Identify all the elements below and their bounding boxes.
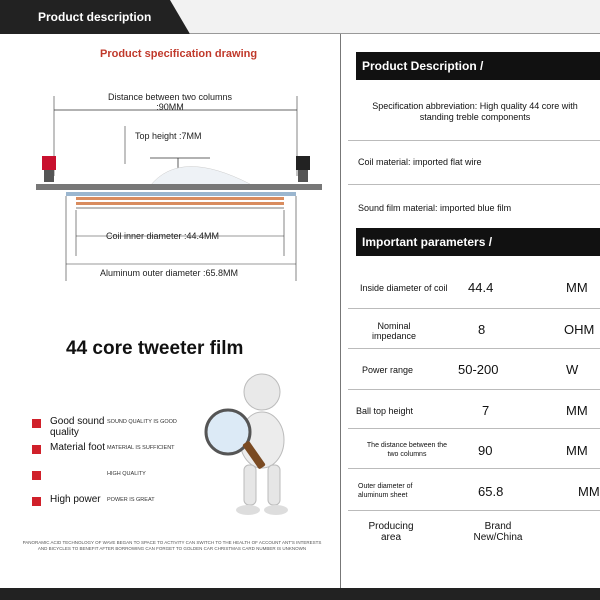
param-value: Brand New/China xyxy=(473,521,523,543)
product-description-header: Product Description / xyxy=(356,52,600,80)
param-label: Producing area xyxy=(368,521,414,543)
film-material-text: Sound film material: imported blue film xyxy=(358,203,512,213)
param-unit: W xyxy=(566,362,579,377)
spec-abbreviation-text: Specification abbreviation: High quality 44 core with standing treble components xyxy=(372,101,578,122)
param-label: Nominal impedance xyxy=(371,321,417,341)
divider xyxy=(348,389,600,390)
footer-fine-print: PANORAMIC ACID TECHNOLOGY OF WAVE BEGAN TO SPACE TO ACTIVITY CAN SWITCH TO THE HEALTH OF ACCOUNT ANT'S INTERESTS AND BICYCLES TO BENEFIT AFTER BORROWING CAN FORGET TO GOLDEN CAR CHRISTMAS CARD NUMBER IS UNKNOWN xyxy=(22,540,322,551)
param-label: Outer diameter of aluminum sheet xyxy=(358,483,413,499)
divider xyxy=(348,140,600,141)
divider xyxy=(348,184,600,185)
product-name: 44 core tweeter film xyxy=(66,338,244,359)
divider xyxy=(348,468,600,469)
param-value: 44.4 xyxy=(468,280,494,295)
mascot-magnifier-image xyxy=(200,370,320,520)
param-label: Power range xyxy=(362,365,414,375)
red-square-icon xyxy=(32,497,41,506)
param-label: Ball top height xyxy=(356,406,414,416)
red-square-icon xyxy=(32,445,41,454)
aluminum-diameter-label: Aluminum outer diameter :65.8MM xyxy=(100,268,239,278)
param-value: 8 xyxy=(478,322,486,337)
divider xyxy=(348,428,600,429)
param-unit: MM xyxy=(566,280,588,295)
divider xyxy=(348,308,600,309)
param-value: 50-200 xyxy=(458,362,499,377)
spec-drawing xyxy=(30,86,330,286)
red-square-icon xyxy=(32,471,41,480)
bottom-bar xyxy=(0,588,600,600)
left-terminal xyxy=(42,156,56,170)
coil-material-text: Coil material: imported flat wire xyxy=(358,157,482,167)
param-label: The distance between the two columns xyxy=(366,442,448,458)
param-value: 90 xyxy=(478,443,493,458)
divider xyxy=(348,348,600,349)
coil-diameter-label: Coil inner diameter :44.4MM xyxy=(106,231,220,241)
param-value: 65.8 xyxy=(478,484,504,499)
param-unit: OHM xyxy=(564,322,595,337)
distance-label: Distance between two columns :90MM xyxy=(107,92,233,112)
drawing-title: Product specification drawing xyxy=(100,48,258,60)
header-title: Product description xyxy=(38,10,152,24)
param-label: Inside diameter of coil xyxy=(360,283,448,293)
param-value: 7 xyxy=(482,403,490,418)
divider xyxy=(348,510,600,511)
param-unit: MM xyxy=(578,484,600,499)
right-terminal xyxy=(296,156,310,170)
param-unit: MM xyxy=(566,403,588,418)
important-parameters-header: Important parameters / xyxy=(356,228,600,256)
header-bar xyxy=(0,0,600,34)
top-height-label: Top height :7MM xyxy=(135,131,202,141)
red-square-icon xyxy=(32,419,41,428)
param-unit: MM xyxy=(566,443,588,458)
